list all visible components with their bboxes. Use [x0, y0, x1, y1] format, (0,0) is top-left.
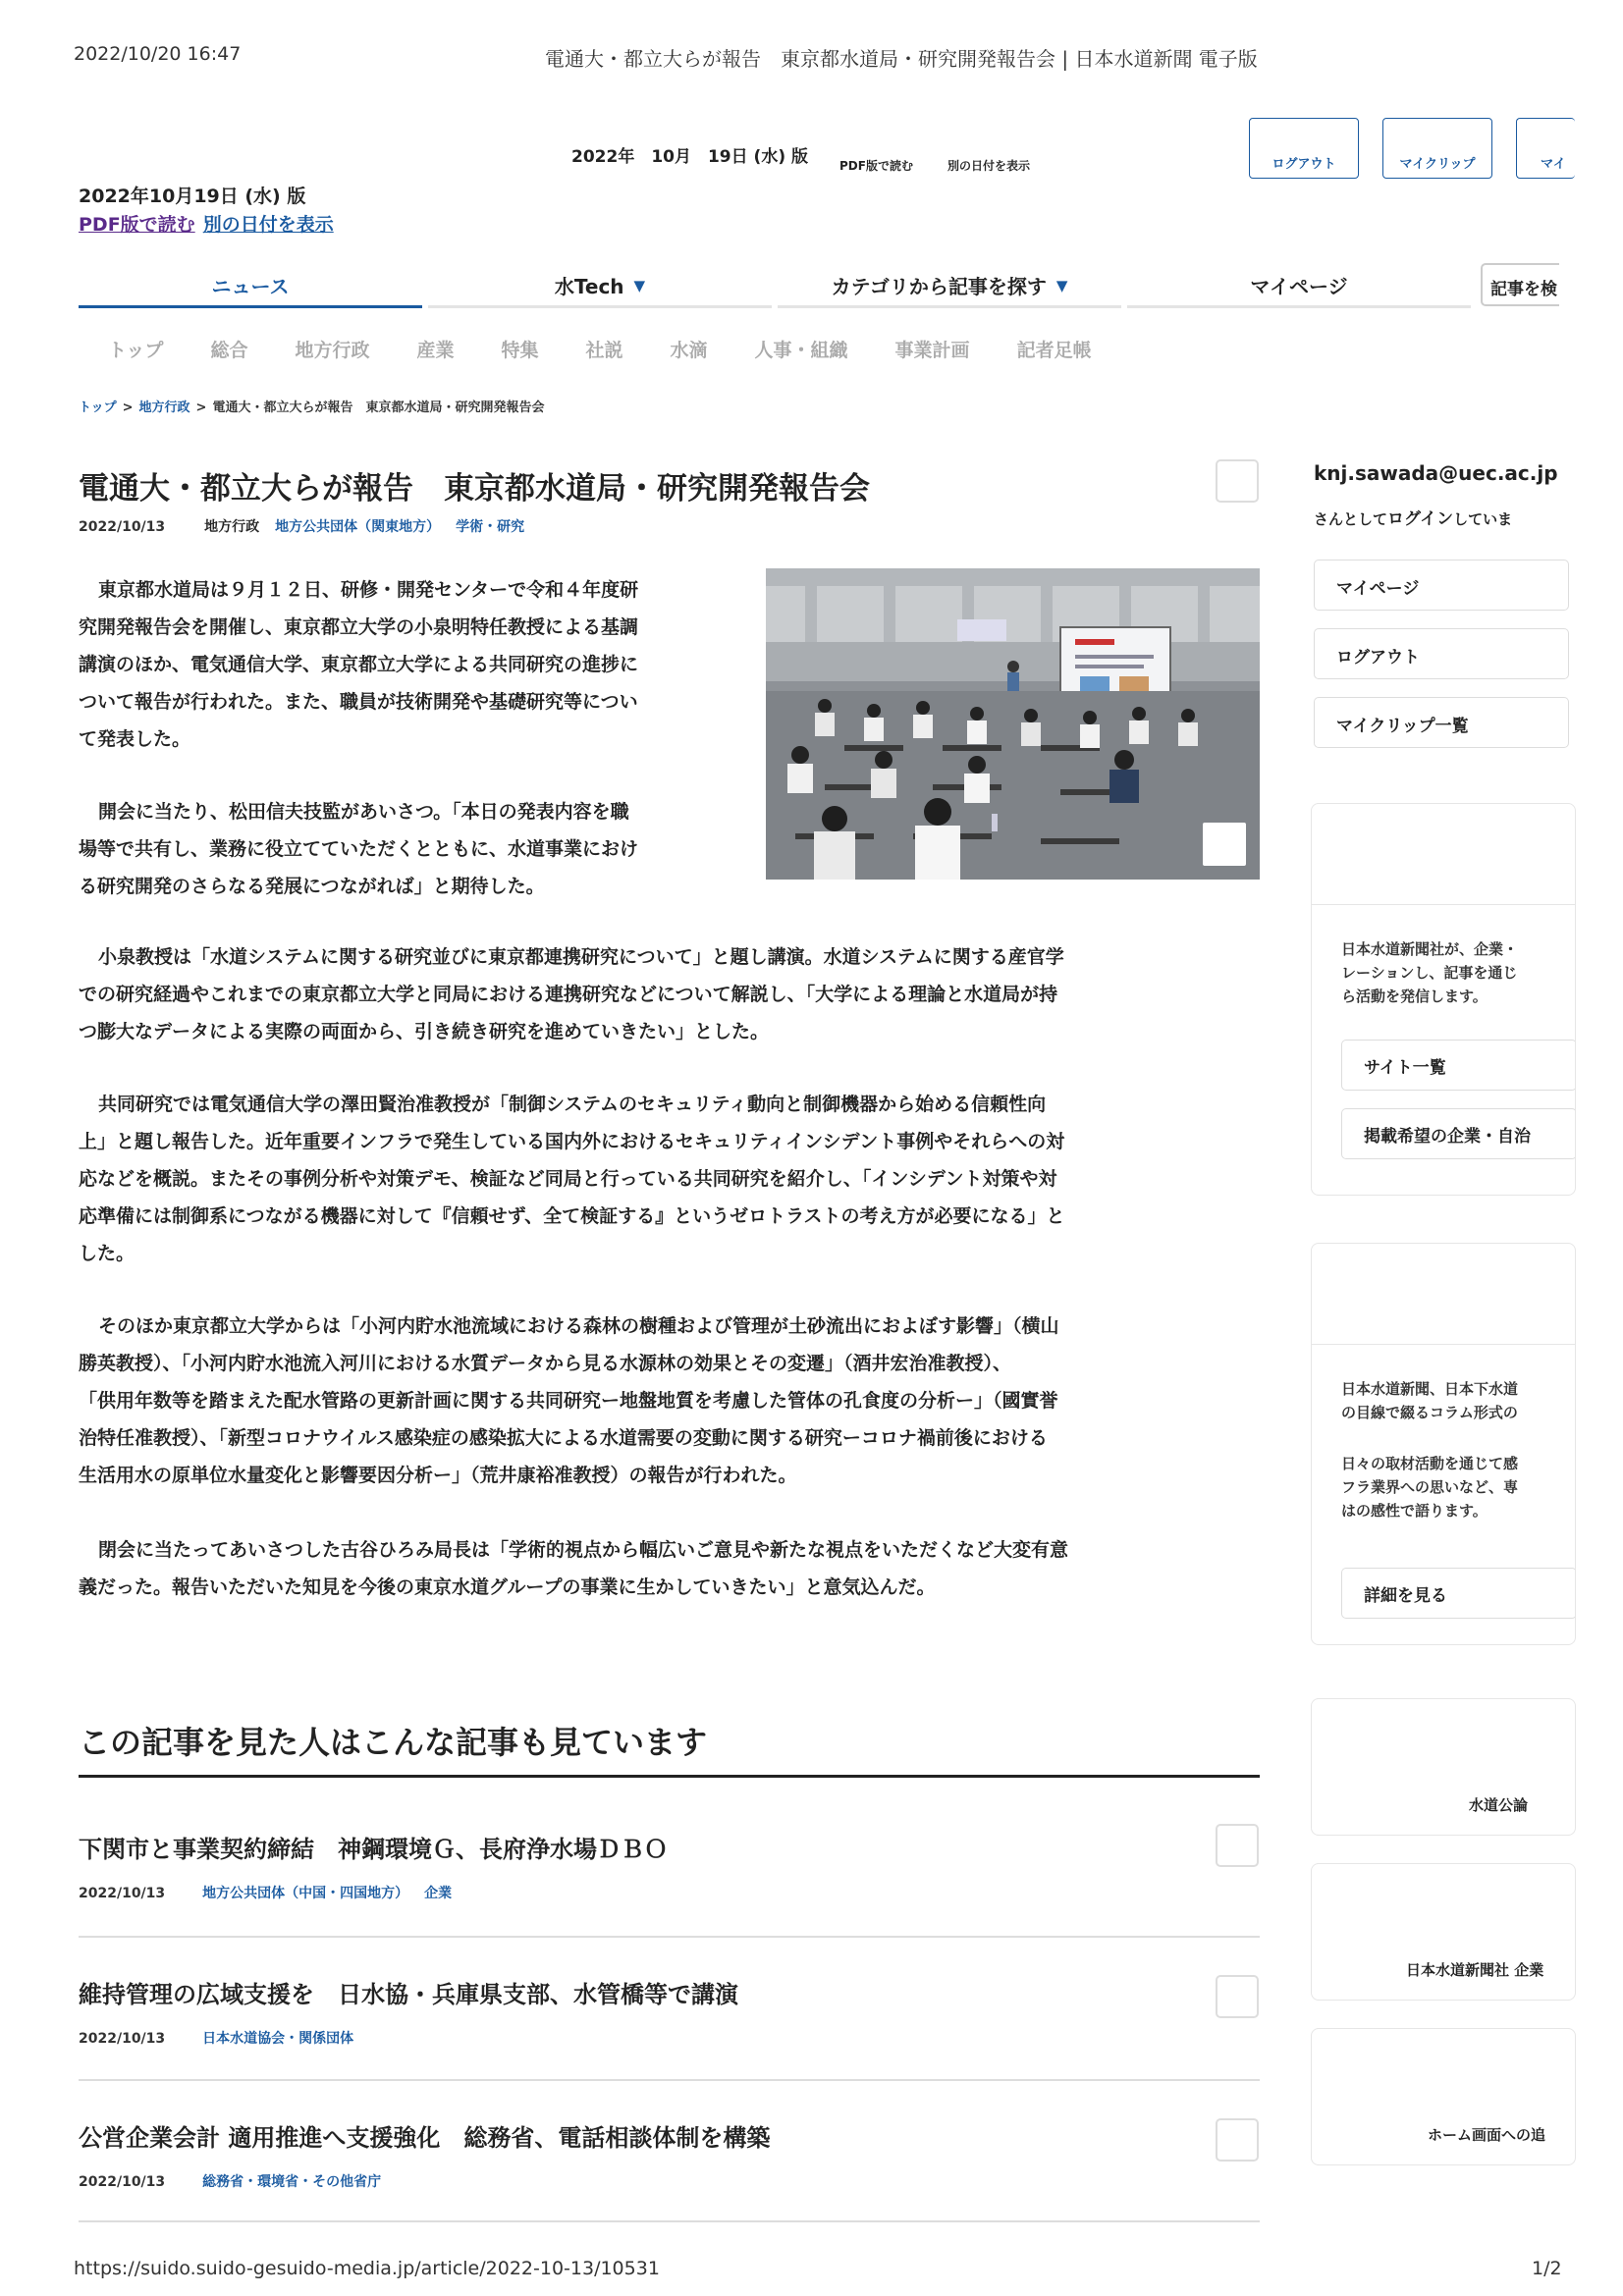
related-heading: この記事を見た人はこんな記事も見ています — [79, 1724, 708, 1761]
logout-top-label: ログアウト — [1271, 157, 1336, 172]
sidebar-myclip-list-button[interactable]: マイクリップ一覧 — [1314, 697, 1569, 748]
related-article-meta — [79, 1883, 452, 1902]
related-date: 2022/10/13 — [79, 1886, 166, 1901]
column-card-text-2: 日々の取材活動を通じて感 フラ業界への思いなど、専 はの感性で語ります。 — [1341, 1455, 1519, 1520]
edition-date-label: 2022年 10月 19日 (水) 版 — [571, 147, 809, 167]
subnav-reporter[interactable]: 記者足帳 — [1016, 340, 1092, 361]
myclip-top-button[interactable] — [1382, 118, 1492, 179]
related-article-meta — [79, 2028, 353, 2048]
article-photo — [766, 568, 1260, 880]
related-tag[interactable]: 総務省・環境省・その他省庁 — [202, 2174, 382, 2190]
mypage-top-button[interactable] — [1516, 118, 1575, 179]
print-url: https://suido.suido-gesuido-media.jp/article/2022-10-13/10531 — [74, 2258, 660, 2279]
clip-bookmark-button[interactable] — [1216, 1824, 1259, 1867]
subnav-editorial[interactable]: 社説 — [585, 340, 623, 361]
nav-mypage-label: マイページ — [1250, 275, 1348, 298]
sidebar-login-status: さんとしてログインしていま — [1314, 509, 1513, 529]
clip-bookmark-button[interactable] — [1216, 1975, 1259, 2018]
breadcrumb-top[interactable]: トップ — [79, 400, 117, 415]
breadcrumb-section[interactable]: 地方行政 — [138, 400, 190, 415]
related-divider — [79, 1936, 1260, 1938]
article-paragraph-2: 開会に当たり、松田信夫技監があいさつ。「本日の発表内容を職 場等で共有し、業務に役立てていただくとともに、水道事業におけ る研究開発のさらなる発展につながれば」と期待した。 — [79, 801, 639, 897]
article-date: 2022/10/13 — [79, 519, 166, 535]
pdf-link[interactable]: PDF版で読む — [79, 214, 195, 236]
sidebar-promo-card — [1311, 803, 1576, 1196]
card-divider — [1312, 1344, 1575, 1345]
subnav-business-plan[interactable]: 事業計画 — [894, 340, 970, 361]
nav-category-search[interactable] — [778, 265, 1121, 308]
subnav-feature[interactable]: 特集 — [501, 340, 539, 361]
myclip-top-label: マイクリップ — [1399, 157, 1476, 172]
sidebar-column-card — [1311, 1243, 1576, 1645]
article-paragraph-4: 共同研究では電気通信大学の澤田賢治准教授が「制御システムのセキュリティ動向と制御機器から始める信頼性向 上」と題し報告した。近年重要インフラで発生している国内外におけるセキュリティインシデント事例やそれらへの対 応などを概説。またその事例分析や対策デモ、検証など同局と行っている共同研究を紹介し、「インシデント対策や対 応準備には制御系につながる機器に対して『信頼せず、全て検証する』というゼロトラストの考え方が必要になる」と した。 — [79, 1094, 1065, 1264]
article-paragraph-6: 閉会に当たってあいさつした古谷ひろみ局長は「学術的視点から幅広いご意見や新たな視点をいただくなど大変有意 義だった。報告いただいた知見を今後の東京水道グループの事業に生かしていきたい」と意気込んだ。 — [79, 1539, 1068, 1598]
article-meta — [79, 516, 524, 536]
sidebar-banner-suido-koron[interactable] — [1311, 1698, 1576, 1836]
other-date-link[interactable]: 別の日付を表示 — [202, 214, 334, 236]
clip-bookmark-button[interactable] — [1216, 459, 1259, 503]
related-article-title[interactable]: 公営企業会計 適用推進へ支援強化 総務省、電話相談体制を構築 — [79, 2124, 771, 2152]
related-article-title[interactable]: 維持管理の広域支援を 日水協・兵庫県支部、水管橋等で講演 — [79, 1981, 738, 2008]
related-article-meta — [79, 2171, 381, 2191]
breadcrumb-current: 電通大・都立大らが報告 東京都水道局・研究開発報告会 — [212, 400, 545, 415]
article-tag[interactable]: 学術・研究 — [456, 519, 525, 535]
related-tag[interactable]: 日本水道協会・関係団体 — [202, 2031, 354, 2047]
article-title: 電通大・都立大らが報告 東京都水道局・研究開発報告会 — [79, 471, 870, 507]
clip-bookmark-button[interactable] — [1216, 2118, 1259, 2162]
sidebar-banner-company[interactable] — [1311, 1863, 1576, 2001]
sidebar-mypage-button[interactable]: マイページ — [1314, 560, 1569, 611]
nav-mypage[interactable] — [1127, 265, 1471, 308]
column-detail-button[interactable]: 詳細を見る — [1341, 1568, 1576, 1619]
promo-card-text: 日本水道新聞社が、企業・ レーションし、記事を通じ ら活動を発信します。 — [1341, 940, 1519, 1005]
print-datetime: 2022/10/20 16:47 — [74, 43, 242, 65]
sidebar-banner-home-screen[interactable] — [1311, 2028, 1576, 2165]
nav-water-tech-label: 水Tech — [554, 275, 624, 298]
site-list-button[interactable]: サイト一覧 — [1341, 1040, 1576, 1091]
related-article-title[interactable]: 下関市と事業契約締結 神鋼環境Ｇ、長府浄水場ＤＢＯ — [79, 1836, 668, 1863]
chevron-down-icon: ▼ — [633, 276, 646, 294]
breadcrumb-sep: > — [122, 400, 134, 415]
related-heading-underline — [79, 1775, 1260, 1778]
article-tag[interactable]: 地方公共団体（関東地方） — [275, 519, 441, 535]
subnav-suiteki[interactable]: 水滴 — [670, 340, 708, 361]
related-date: 2022/10/13 — [79, 2174, 166, 2190]
nav-category-label: カテゴリから記事を探す — [831, 275, 1047, 298]
related-tag[interactable]: 企業 — [424, 1886, 453, 1901]
article-paragraph-1: 東京都水道局は９月１２日、研修・開発センターで令和４年度研 究開発報告会を開催し、東京都立大学の小泉明特任教授による基調 講演のほか、電気通信大学、東京都立大学による共同研究の進捗に ついて報告が行われた。また、職員が技術開発や基礎研究等につい て発表した。 — [79, 579, 639, 750]
edition-date-label-left: 2022年10月19日 (水) 版 — [79, 186, 306, 207]
mypage-top-label: マイ — [1541, 157, 1566, 172]
related-tag[interactable]: 地方公共団体（中国・四国地方） — [202, 1886, 409, 1901]
listing-request-button[interactable]: 掲載希望の企業・自治 — [1341, 1108, 1576, 1159]
sub-nav — [108, 336, 1139, 362]
subnav-top[interactable]: トップ — [108, 340, 164, 361]
related-divider — [79, 2079, 1260, 2081]
subnav-personnel[interactable]: 人事・組織 — [754, 340, 848, 361]
subnav-industry[interactable]: 産業 — [416, 340, 455, 361]
nav-news-label: ニュース — [211, 275, 290, 298]
article-paragraph-3: 小泉教授は「水道システムに関する研究並びに東京都連携研究について」と題し講演。水道システムに関する産官学 での研究経過やこれまでの東京都立大学と同局における連携研究などについて解説し、「大学による理論と水道局が持 つ膨大なデータによる実際の両面から、引き続き研究を進めていきたい」とした。 — [79, 946, 1064, 1042]
nav-water-tech[interactable] — [428, 265, 772, 308]
banner-label: ホーム画面への追 — [1428, 2126, 1546, 2144]
edition-pdf-link-small[interactable]: PDF版で読む — [839, 159, 913, 173]
breadcrumb — [79, 397, 544, 415]
card-divider — [1312, 904, 1575, 905]
related-date: 2022/10/13 — [79, 2031, 166, 2047]
subnav-local-admin[interactable]: 地方行政 — [295, 340, 370, 361]
sidebar-logout-button[interactable]: ログアウト — [1314, 628, 1569, 679]
print-page-title: 電通大・都立大らが報告 東京都水道局・研究開発報告会 | 日本水道新聞 電子版 — [545, 47, 1258, 71]
print-page-number: 1/2 — [1532, 2258, 1562, 2279]
breadcrumb-sep: > — [195, 400, 207, 415]
banner-label: 水道公論 — [1469, 1796, 1529, 1814]
banner-label: 日本水道新聞社 企業 — [1406, 1961, 1544, 1979]
edition-other-date-small[interactable]: 別の日付を表示 — [947, 159, 1031, 173]
related-divider — [79, 2220, 1260, 2222]
chevron-down-icon: ▼ — [1055, 276, 1068, 294]
column-card-text: 日本水道新聞、日本下水道 の目線で綴るコラム形式の — [1341, 1380, 1519, 1421]
article-category: 地方行政 — [204, 519, 260, 535]
article-paragraph-5: そのほか東京都立大学からは「小河内貯水池流域における森林の樹種および管理が土砂流出におよぼす影響」（横山 勝英教授）、「小河内貯水池流入河川における水質データから見る水源林の効果とその変遷」（酒井宏治准教授）、 「供用年数等を踏まえた配水管路の更新計画に関する共同研究ー地盤地質を考慮した管体の孔食度の分析ー」（國實誉 治特任准教授）、「新型コロナウイルス感染症の感染拡大による水道需要の変動に関する研究ーコロナ禍前後における 生活用水の原単位水量変化と影響要因分析ー」（荒井康裕准教授）の報告が行われた。 — [79, 1315, 1059, 1486]
search-input[interactable]: 記事を検 — [1481, 263, 1559, 306]
sidebar-user-email: knj.sawada@uec.ac.jp — [1314, 461, 1558, 485]
subnav-general[interactable]: 総合 — [210, 340, 248, 361]
photo-expand-icon[interactable] — [1203, 823, 1246, 866]
logout-top-button[interactable] — [1249, 118, 1359, 179]
edition-links — [79, 210, 342, 237]
seminar-photo-illustration — [766, 568, 1260, 880]
nav-news[interactable] — [79, 265, 422, 308]
